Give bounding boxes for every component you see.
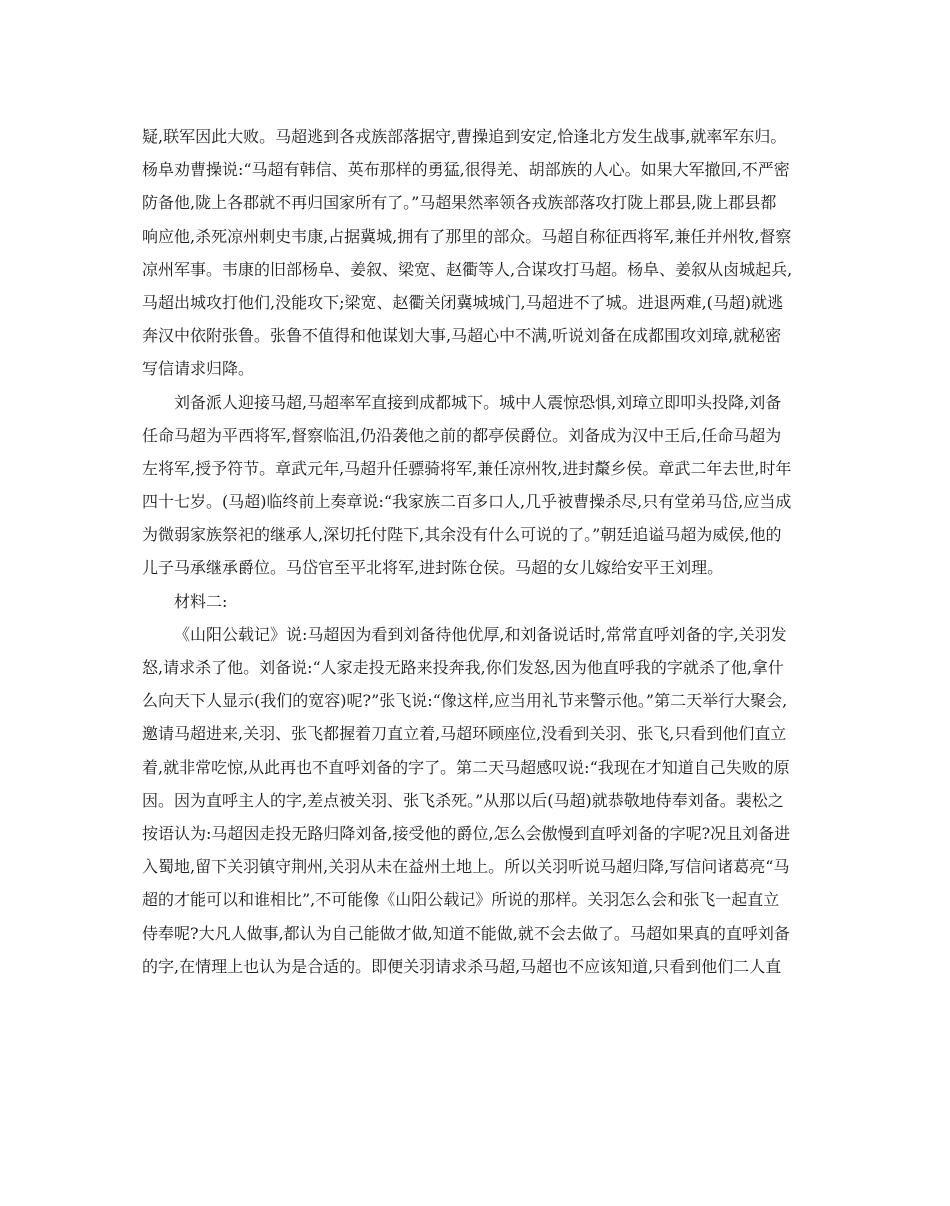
- text-line: 因。因为直呼主人的字,差点被关羽、张飞杀死。”从那以后(马超)就恭敬地侍奉刘备。裴松之: [142, 790, 784, 810]
- text-line: 为微弱家族祭祀的继承人,深切托付陛下,其余没有什么可说的了。”朝廷追谥马超为威侯,他的: [142, 525, 782, 545]
- text-line: 的字,在情理上也认为是合适的。即便关羽请求杀马超,马超也不应该知道,只看到他们二人直: [142, 956, 782, 976]
- text-line: 奔汉中依附张鲁。张鲁不值得和他谋划大事,马超心中不满,听说刘备在成都围攻刘璋,就秘密: [142, 326, 782, 346]
- text-line: 按语认为:马超因走投无路归降刘备,接受他的爵位,怎么会傲慢到直呼刘备的字呢?况且刘备进: [142, 823, 791, 843]
- document-body: [142, 120, 810, 983]
- text-line: 疑,联军因此大败。马超逃到各戎族部落据守,曹操追到安定,恰逢北方发生战事,就率军东归。: [142, 127, 787, 146]
- text-line: 四十七岁。(马超)临终前上奏章说:“我家族二百多口人,几乎被曹操杀尽,只有堂弟马岱,应当成: [142, 492, 792, 512]
- text-line: 防备他,陇上各郡就不再归国家所有了。”马超果然率领各戎族部落攻打陇上郡县,陇上郡县都: [142, 193, 777, 213]
- text-line: 邀请马超进来,关羽、张飞都握着刀直立着,马超环顾座位,没看到关羽、张飞,只看到他们直立: [142, 724, 787, 744]
- text-line: 超的才能可以和谁相比”,不可能像《山阳公载记》所说的那样。关羽怎么会和张飞一起直立: [142, 890, 780, 910]
- text-line: 《山阳公载记》说:马超因为看到刘备待他优厚,和刘备说话时,常常直呼刘备的字,关羽发: [174, 624, 787, 644]
- text-line: 侍奉呢?大凡人做事,都认为自己能做才做,知道不能做,就不会去做了。马超如果真的直呼刘备: [142, 923, 790, 943]
- text-line: 着,就非常吃惊,从此再也不直呼刘备的字了。第二天马超感叹说:“我现在才知道自己失败的原: [142, 757, 790, 777]
- text-line: 入蜀地,留下关羽镇守荆州,关羽从未在益州土地上。所以关羽听说马超归降,写信问诸葛亮“马: [142, 857, 790, 877]
- text-line: 儿子马承继承爵位。马岱官至平北将军,进封陈仓侯。马超的女儿嫁给安平王刘理。: [142, 558, 724, 578]
- text-line: 凉州军事。韦康的旧部杨阜、姜叙、梁宽、赵衢等人,合谋攻打马超。杨阜、姜叙从卤城起兵,: [142, 259, 793, 279]
- text-line: 刘备派人迎接马超,马超率军直接到成都城下。城中人震惊恐惧,刘璋立即叩头投降,刘备: [174, 392, 782, 412]
- text-line: 杨阜劝曹操说:“马超有韩信、英布那样的勇猛,很得羌、胡部族的人心。如果大军撤回,不严密: [142, 160, 790, 180]
- text-line: 左将军,授予符节。章武元年,马超升任骠骑将军,兼任凉州牧,进封斄乡侯。章武二年去世,时年: [142, 458, 792, 478]
- text-line: 马超出城攻打他们,没能攻下;梁宽、赵衢关闭冀城城门,马超进不了城。进退两难,(马超)就逃: [142, 292, 784, 312]
- text-line: 写信请求归降。: [142, 359, 255, 379]
- text-line: 任命马超为平西将军,督察临沮,仍沿袭他之前的都亭侯爵位。刘备成为汉中王后,任命马超为: [142, 425, 782, 445]
- text-line: 么向天下人显示(我们的宽容)呢?”张飞说:“像这样,应当用礼节来警示他。”第二天举行大聚会,: [142, 691, 788, 711]
- text-line: 材料二:: [174, 591, 228, 611]
- text-line: 响应他,杀死凉州刺史韦康,占据冀城,拥有了那里的部众。马超自称征西将军,兼任并州牧,督察: [142, 226, 792, 246]
- text-line: 怒,请求杀了他。刘备说:“人家走投无路来投奔我,你们发怒,因为他直呼我的字就杀了他,拿什: [142, 658, 784, 677]
